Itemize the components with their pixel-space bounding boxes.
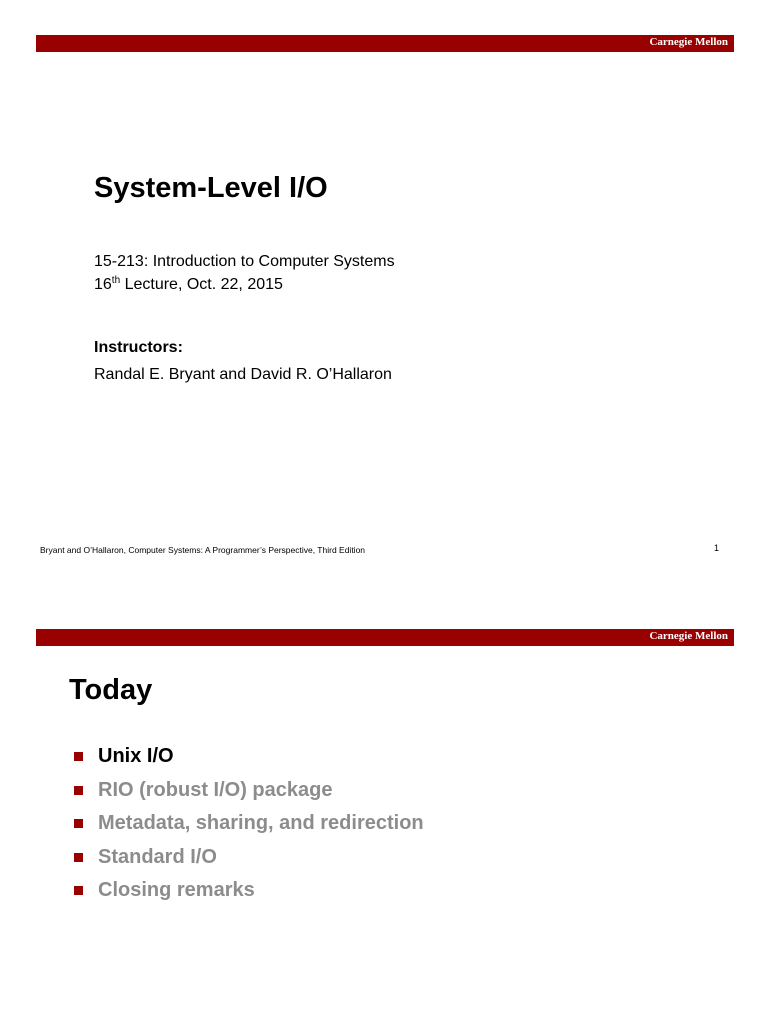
agenda-item-label: Standard I/O <box>98 845 217 868</box>
slide-title: Today <box>69 674 153 706</box>
lecture-ordinal-suffix: th <box>111 275 121 286</box>
agenda-item <box>74 874 424 908</box>
brand-bar <box>36 629 734 646</box>
agenda-item <box>74 774 424 808</box>
brand-logo-text: Carnegie Mellon <box>649 36 728 48</box>
slide-2 <box>0 594 768 1024</box>
square-bullet-icon <box>74 853 83 862</box>
square-bullet-icon <box>74 886 83 895</box>
lecture-number: 16 <box>94 276 112 293</box>
page-number: 1 <box>714 543 720 553</box>
lecture-date: Lecture, Oct. 22, 2015 <box>120 276 283 293</box>
brand-logo-text: Carnegie Mellon <box>649 630 728 642</box>
agenda-item-label: Closing remarks <box>98 879 255 902</box>
square-bullet-icon <box>74 819 83 828</box>
square-bullet-icon <box>74 786 83 795</box>
square-bullet-icon <box>74 752 83 761</box>
agenda-item <box>74 740 424 774</box>
footer-credit: Bryant and O’Hallaron, Computer Systems: A Programmer’s Perspective, Third Edition <box>40 545 366 555</box>
instructors-names: Randal E. Bryant and David R. O’Hallaron <box>94 366 392 383</box>
course-name: 15-213: Introduction to Computer Systems <box>94 253 395 270</box>
lecture-info <box>94 276 283 294</box>
agenda-item-label: Unix I/O <box>98 745 174 768</box>
agenda-item <box>74 841 424 875</box>
agenda-item <box>74 807 424 841</box>
agenda-list <box>74 740 424 908</box>
agenda-item-label: RIO (robust I/O) package <box>98 778 333 801</box>
slide-title: System-Level I/O <box>94 172 328 204</box>
brand-bar <box>36 35 734 52</box>
agenda-item-label: Metadata, sharing, and redirection <box>98 812 424 835</box>
instructors-heading: Instructors: <box>94 339 183 356</box>
